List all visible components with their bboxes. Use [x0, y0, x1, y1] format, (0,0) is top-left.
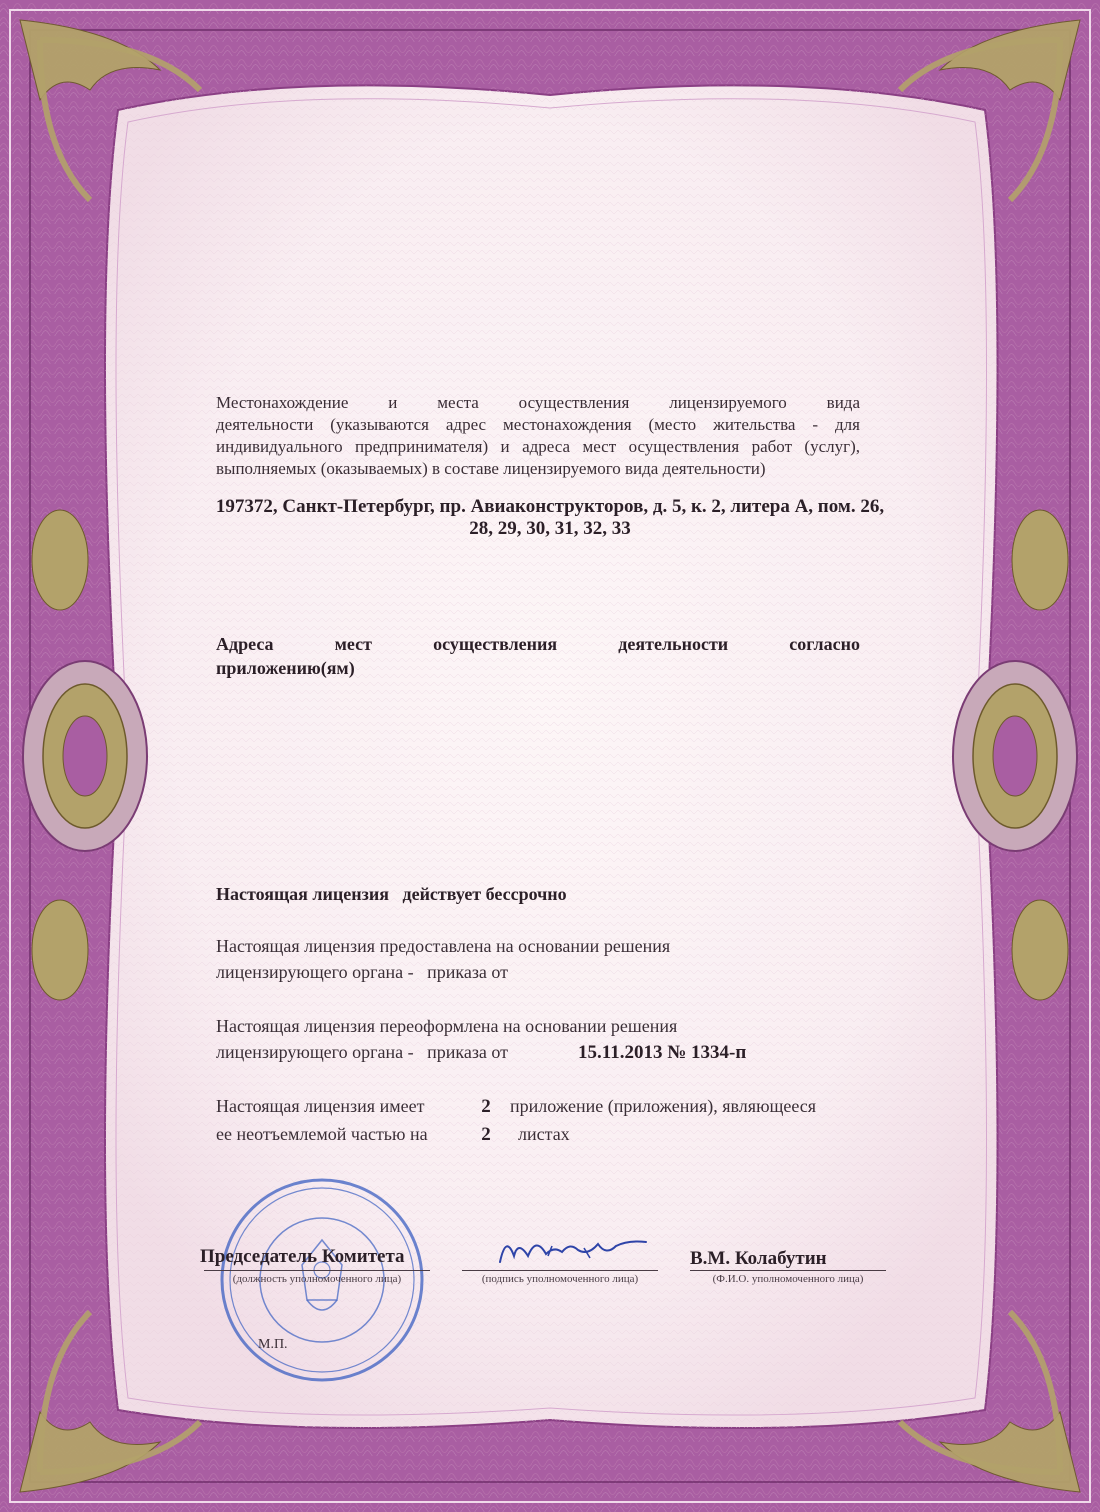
annex-addresses-line-2: приложению(ям): [216, 658, 355, 678]
annexes-line-1-a: Настоящая лицензия имеет: [216, 1096, 425, 1116]
annex-addresses-line-1: Адреса мест осуществления деятельности согласно: [216, 634, 860, 654]
annexes-line-2-b: листах: [518, 1124, 570, 1144]
address-line-1: 197372, Санкт-Петербург, пр. Авиаконструкторов, д. 5, к. 2, литера А, пом. 26,: [215, 496, 885, 517]
signer-position: Председатель Комитета: [200, 1246, 405, 1267]
reissued-line-2: лицензирующего органа - приказа от: [216, 1042, 509, 1062]
stamp-place-label: М.П.: [258, 1337, 288, 1352]
handwritten-signature: [488, 1226, 658, 1276]
address-line-2: 28, 29, 30, 31, 32, 33: [469, 518, 631, 539]
name-underline: [690, 1270, 886, 1271]
position-underline: [204, 1270, 430, 1271]
location-line-4: выполняемых (оказываемых) в составе лицензируемого вида деятельности): [216, 459, 766, 478]
signer-name: В.М. Колабутин: [690, 1248, 827, 1269]
annex-count: 2: [481, 1096, 491, 1117]
signature-caption: (подпись уполномоченного лица): [481, 1273, 639, 1285]
granted-line-1: Настоящая лицензия предоставлена на основании решения: [216, 936, 671, 956]
reissue-order-number: 15.11.2013 № 1334-п: [578, 1042, 747, 1063]
reissued-line-1: Настоящая лицензия переоформлена на основании решения: [216, 1016, 678, 1036]
location-line-2: деятельности (указываются адрес местонахождения (место жительства - для: [216, 415, 860, 434]
position-caption: (должность уполномоченного лица): [232, 1273, 402, 1285]
annexes-line-1-b: приложение (приложения), являющееся: [510, 1096, 817, 1116]
annexes-line-2-a: ее неотъемлемой частью на: [216, 1124, 428, 1144]
name-caption: (Ф.И.О. уполномоченного лица): [712, 1273, 864, 1285]
validity-statement: Настоящая лицензия действует бессрочно: [216, 884, 567, 904]
location-line-3: индивидуального предпринимателя) и адреса мест осуществления работ (услуг),: [216, 437, 860, 456]
sheet-count: 2: [481, 1124, 491, 1145]
location-line-1: Местонахождение и места осуществления лицензируемого вида: [216, 393, 860, 412]
granted-line-2: лицензирующего органа - приказа от: [216, 962, 509, 982]
signature-underline: [462, 1270, 658, 1271]
